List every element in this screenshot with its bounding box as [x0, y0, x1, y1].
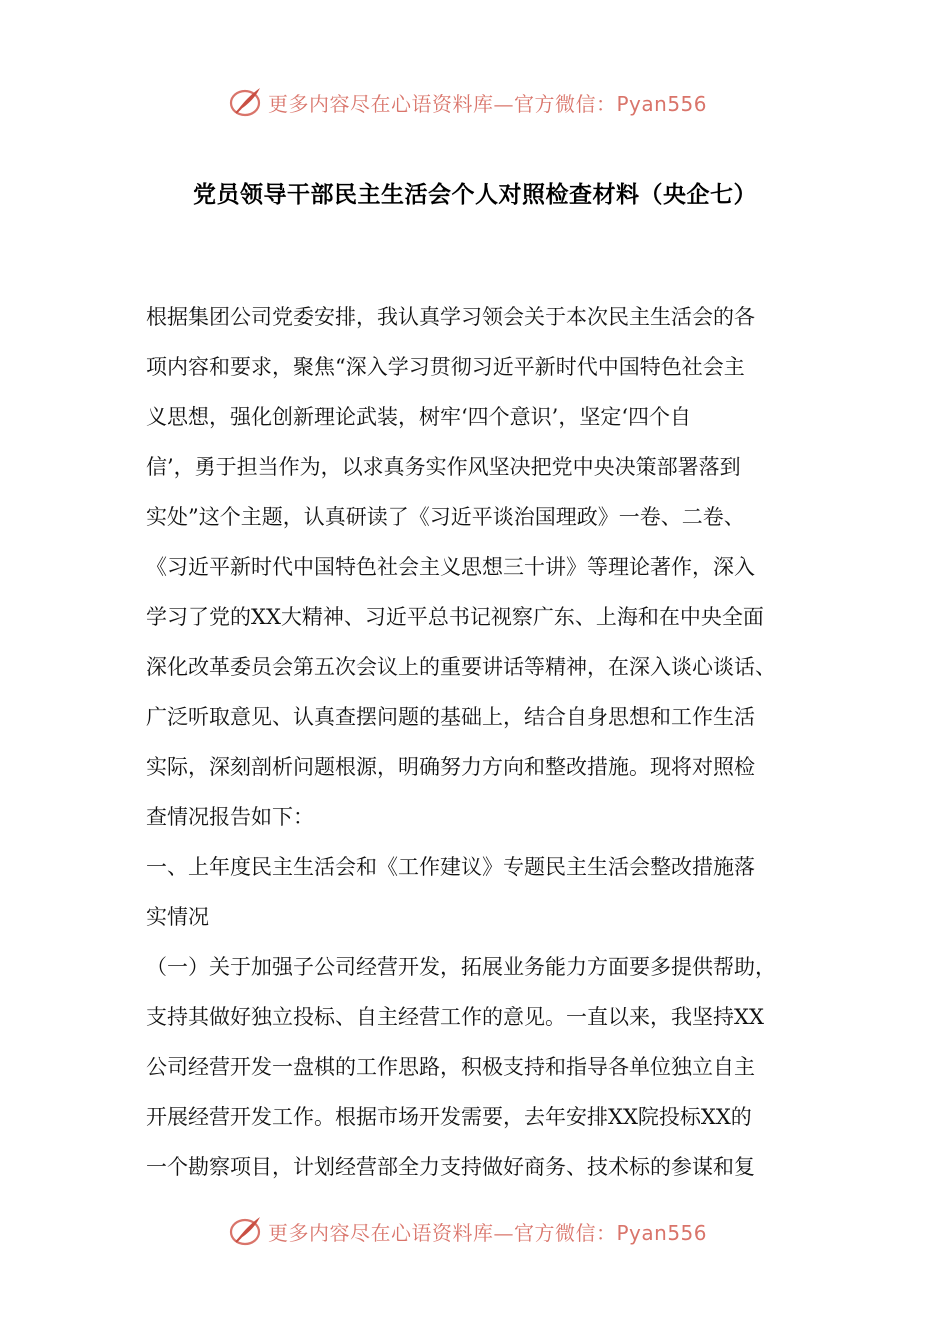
watermark-text: 更多内容尽在心语资料库—官方微信：Pyan556 [268, 1220, 708, 1245]
watermark-banner-bottom [228, 1211, 707, 1251]
wechat-id: Pyan556 [616, 91, 708, 116]
body-line: 开展经营开发工作。根据市场开发需要，去年安排XX院投标XX的 [146, 1105, 752, 1129]
feather-pen-logo-icon [228, 84, 264, 120]
document-body [146, 292, 826, 1192]
watermark-banner-top [228, 82, 707, 122]
body-line: （一）关于加强子公司经营开发，拓展业务能力方面要多提供帮助， [146, 955, 776, 979]
body-line: 《习近平新时代中国特色社会主义思想三十讲》等理论著作，深入 [146, 555, 755, 579]
watermark-text: 更多内容尽在心语资料库—官方微信：Pyan556 [268, 91, 708, 116]
section-heading-line: 实情况 [146, 905, 209, 929]
body-line: 实处”这个主题，认真研读了《习近平谈治国理政》一卷、二卷、 [146, 505, 745, 529]
body-line: 公司经营开发一盘棋的工作思路，积极支持和指导各单位独立自主 [146, 1055, 755, 1079]
body-line: 一个勘察项目，计划经营部全力支持做好商务、技术标的参谋和复 [146, 1155, 755, 1179]
body-line: 实际，深刻剖析问题根源，明确努力方向和整改措施。现将对照检 [146, 755, 755, 779]
body-line: 查情况报告如下： [146, 805, 314, 829]
body-line: 信’，勇于担当作为，以求真务实作风坚决把党中央决策部署落到 [146, 455, 741, 479]
body-line: 项内容和要求，聚焦“深入学习贯彻习近平新时代中国特色社会主 [146, 355, 745, 379]
section-heading-line: 一、上年度民主生活会和《工作建议》专题民主生活会整改措施落 [146, 855, 755, 879]
feather-pen-logo-icon [228, 1213, 264, 1249]
body-line: 深化改革委员会第五次会议上的重要讲话等精神，在深入谈心谈话、 [146, 655, 776, 679]
body-line: 支持其做好独立投标、自主经营工作的意见。一直以来，我坚持XX [146, 1005, 764, 1029]
body-line: 广泛听取意见、认真查摆问题的基础上，结合自身思想和工作生活 [146, 705, 755, 729]
wechat-id: Pyan556 [616, 1220, 708, 1245]
document-title: 党员领导干部民主生活会个人对照检查材料（央企七） [193, 182, 757, 208]
body-line: 根据集团公司党委安排，我认真学习领会关于本次民主生活会的各 [146, 305, 755, 329]
body-line: 学习了党的XX大精神、习近平总书记视察广东、上海和在中央全面 [146, 605, 764, 629]
body-line: 义思想，强化创新理论武装，树牢‘四个意识’，坚定‘四个自 [146, 405, 692, 429]
